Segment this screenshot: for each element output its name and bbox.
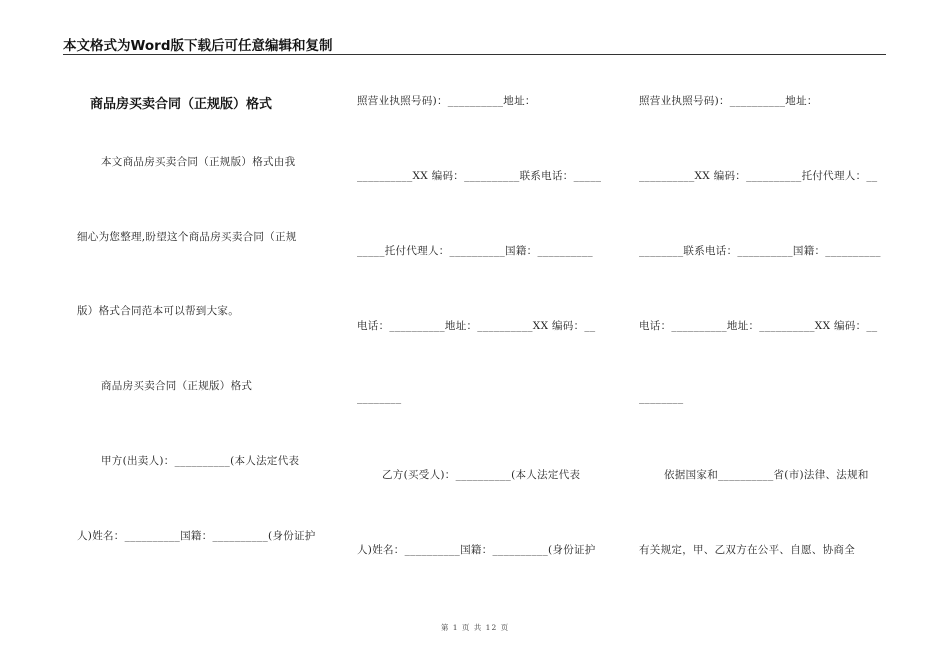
col3-line-4: 电话：__________地址：__________XX 编码：__ <box>639 320 878 332</box>
col2-line-5: ________ <box>357 392 402 404</box>
col3-line-1: 照营业执照号码)：__________地址： <box>639 95 818 107</box>
col2-line-6: 乙方(买受人)：__________(本人法定代表 <box>382 469 581 481</box>
col1-line-1: 本文商品房买卖合同（正规版）格式由我 <box>101 156 296 168</box>
col3-line-6: 依据国家和__________省(市)法律、法规和 <box>664 469 869 481</box>
page-footer: 第 1 页 共 12 页 <box>440 623 510 632</box>
col1-line-4: 商品房买卖合同（正规版）格式 <box>101 380 253 392</box>
col3-line-3: ________联系电话：__________国籍：__________ <box>639 245 881 257</box>
col3-line-7: 有关规定，甲、乙双方在公平、自愿、协商全 <box>639 544 855 556</box>
col1-line-5: 甲方(出卖人)：__________(本人法定代表 <box>101 455 300 467</box>
document-title: 商品房买卖合同（正规版）格式 <box>90 97 273 112</box>
col2-line-4: 电话：__________地址：__________XX 编码：__ <box>357 320 596 332</box>
col2-line-3: _____托付代理人：__________国籍：__________ <box>357 245 593 257</box>
col1-line-2: 细心为您整理,盼望这个商品房买卖合同（正规 <box>77 231 297 243</box>
col2-line-1: 照营业执照号码)：__________地址： <box>357 95 536 107</box>
col3-line-5: ________ <box>639 392 684 404</box>
header-title: 本文格式为Word版下载后可任意编辑和复制 <box>63 38 333 54</box>
page-header <box>63 34 886 55</box>
col1-line-3: 版）格式合同范本可以帮到大家。 <box>77 305 239 317</box>
col3-line-2: __________XX 编码：__________托付代理人：__ <box>639 170 878 182</box>
col2-line-7: 人)姓名：__________国籍：__________(身份证护 <box>357 544 596 556</box>
col2-line-2: __________XX 编码：__________联系电话：_____ <box>357 170 602 182</box>
col1-line-6: 人)姓名：__________国籍：__________(身份证护 <box>77 530 316 542</box>
